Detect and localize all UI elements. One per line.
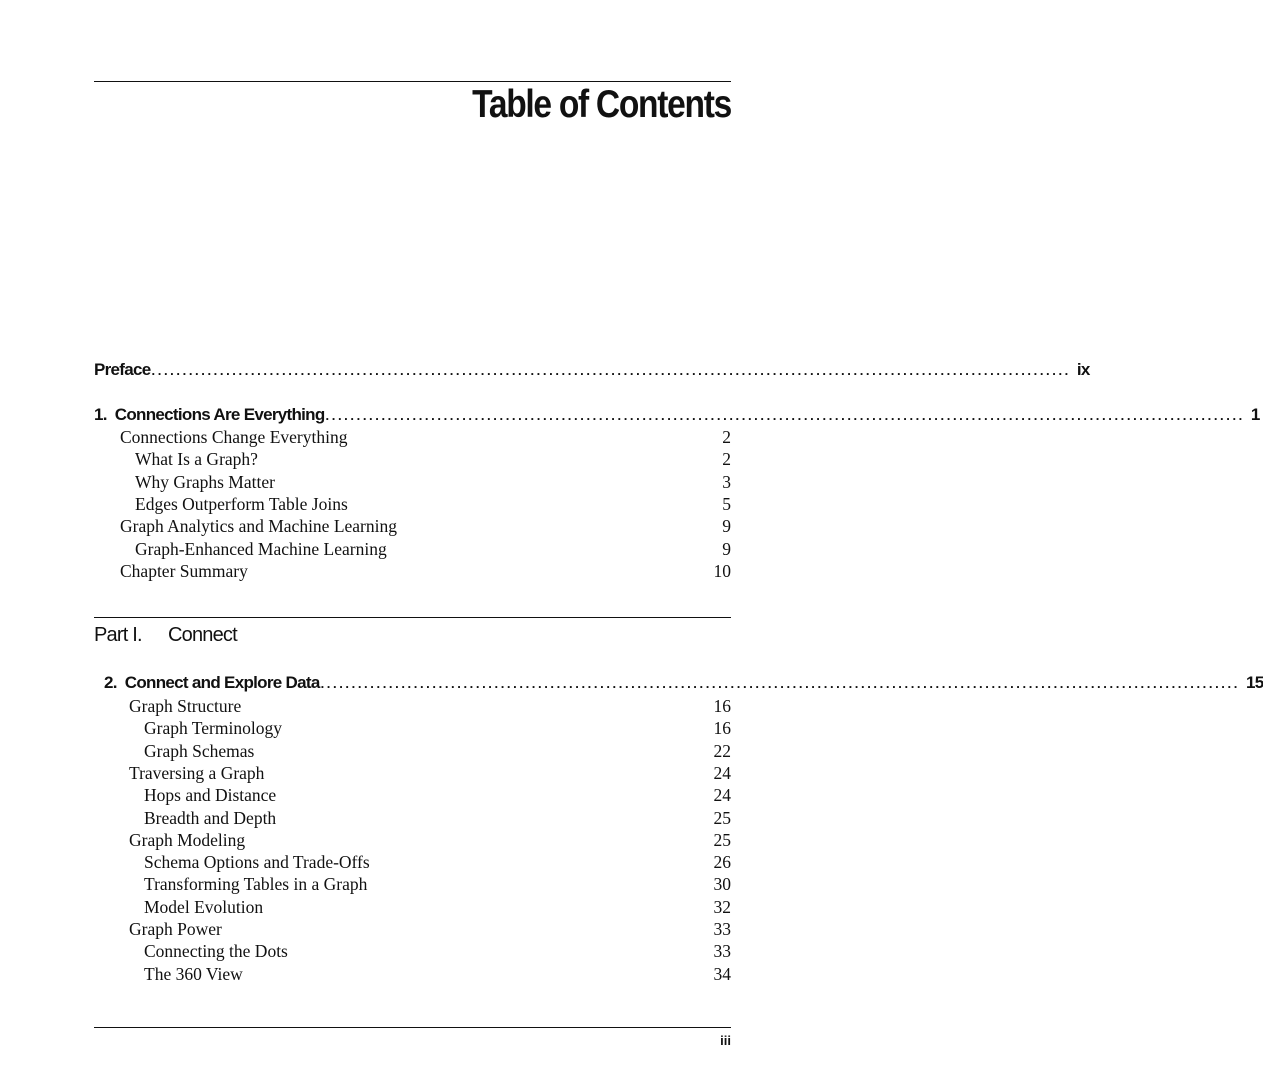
- toc-entry-label: Graph Structure: [129, 696, 242, 716]
- toc-page-number: 25: [713, 829, 731, 850]
- footer-page-number: iii: [720, 1033, 731, 1048]
- toc-entry-label: Graph-Enhanced Machine Learning: [135, 538, 387, 559]
- toc-entry-label: Graph Terminology: [144, 718, 282, 739]
- toc-page-number: 33: [713, 941, 731, 962]
- toc-entry-label: Edges Outperform Table Joins: [135, 493, 348, 514]
- chapter-title: Connections Are Everything: [114, 405, 325, 424]
- chapter-number: 1.: [94, 405, 107, 424]
- toc-page-number: 10: [713, 560, 731, 581]
- toc-page-number: 2: [722, 449, 731, 470]
- toc-entry[interactable]: [94, 808, 731, 830]
- toc-entry-label: Connections Change Everything: [120, 427, 348, 447]
- toc-page-number: 1: [1250, 405, 1260, 424]
- toc-entry[interactable]: [94, 494, 731, 516]
- toc-chapter-2[interactable]: [94, 673, 1263, 695]
- toc-entry-preface[interactable]: [94, 360, 1090, 382]
- toc-entry[interactable]: [94, 964, 731, 986]
- toc-entry-label: Schema Options and Trade-Offs: [144, 852, 370, 873]
- toc-page-number: 2: [722, 427, 731, 447]
- toc-page-number: 34: [713, 963, 731, 984]
- toc-entry[interactable]: [94, 741, 731, 763]
- part-rule: [94, 617, 731, 618]
- toc-entry-label: What Is a Graph?: [135, 449, 258, 470]
- dot-leader: ....................................................................................................................................................: [320, 676, 1240, 691]
- toc-page-number: 16: [713, 696, 731, 716]
- toc-entry-label: Graph Schemas: [144, 740, 255, 761]
- toc-page-number: 24: [713, 762, 731, 783]
- toc-entry[interactable]: [94, 830, 731, 852]
- toc-entry-label: Why Graphs Matter: [135, 471, 275, 492]
- toc-entry[interactable]: [94, 852, 731, 874]
- toc-entry[interactable]: [94, 449, 731, 471]
- toc-page-number: 9: [722, 538, 731, 559]
- toc-entry-label: Graph Modeling: [129, 829, 246, 850]
- dot-leader: ....................................................................................................................................................: [151, 363, 1071, 378]
- toc-page-number: 16: [713, 718, 731, 739]
- toc-entry-label: Traversing a Graph: [129, 762, 265, 783]
- chapter-number: 2.: [104, 673, 117, 692]
- toc-entry[interactable]: [94, 516, 731, 538]
- page-title: Table of Contents: [472, 83, 731, 126]
- toc-page-number: 9: [722, 516, 731, 537]
- toc-entry[interactable]: [94, 561, 731, 583]
- toc-page-number: 33: [713, 919, 731, 939]
- toc-page-number: 25: [713, 807, 731, 828]
- toc-chapter-1[interactable]: [94, 405, 1260, 427]
- toc-entry[interactable]: [94, 427, 731, 449]
- toc-entry[interactable]: [94, 919, 731, 941]
- dot-leader: ....................................................................................................................................................: [325, 408, 1245, 423]
- part-title: Connect: [168, 624, 237, 646]
- toc-page-number: 22: [713, 740, 731, 761]
- toc-entry[interactable]: [94, 539, 731, 561]
- toc-page-number: 26: [713, 852, 731, 873]
- toc-entry-label: Graph Analytics and Machine Learning: [120, 516, 397, 537]
- part-heading: [94, 624, 237, 647]
- toc-page-number: 32: [713, 896, 731, 917]
- toc-entry[interactable]: [94, 941, 731, 963]
- toc-entry-label: Chapter Summary: [120, 560, 248, 581]
- toc-page-number: 5: [722, 493, 731, 514]
- toc-entry-label: Hops and Distance: [144, 785, 277, 806]
- toc-entry-label: Breadth and Depth: [144, 807, 277, 828]
- toc-entry[interactable]: [94, 874, 731, 896]
- toc-entry-label: The 360 View: [144, 963, 243, 984]
- toc-entry[interactable]: [94, 696, 731, 718]
- toc-page-number: 30: [713, 874, 731, 895]
- toc-entry-label: Transforming Tables in a Graph: [144, 874, 368, 895]
- toc-entry[interactable]: [94, 718, 731, 740]
- toc-page-number: 24: [713, 785, 731, 806]
- toc-page-number: 3: [722, 471, 731, 492]
- toc-entry[interactable]: [94, 763, 731, 785]
- toc-entry-label: Model Evolution: [144, 896, 264, 917]
- part-label: Part I.: [94, 624, 142, 646]
- footer-rule: [94, 1027, 731, 1028]
- toc-page-number: ix: [1076, 360, 1090, 379]
- toc-entry[interactable]: [94, 472, 731, 494]
- toc-entry[interactable]: [94, 897, 731, 919]
- toc-entry-label: Connecting the Dots: [144, 941, 288, 962]
- toc-entry-label: Preface: [94, 360, 151, 379]
- toc-entry[interactable]: [94, 785, 731, 807]
- toc-page-number: 15: [1245, 673, 1263, 692]
- toc-entry-label: Graph Power: [129, 919, 222, 939]
- chapter-title: Connect and Explore Data: [124, 673, 320, 692]
